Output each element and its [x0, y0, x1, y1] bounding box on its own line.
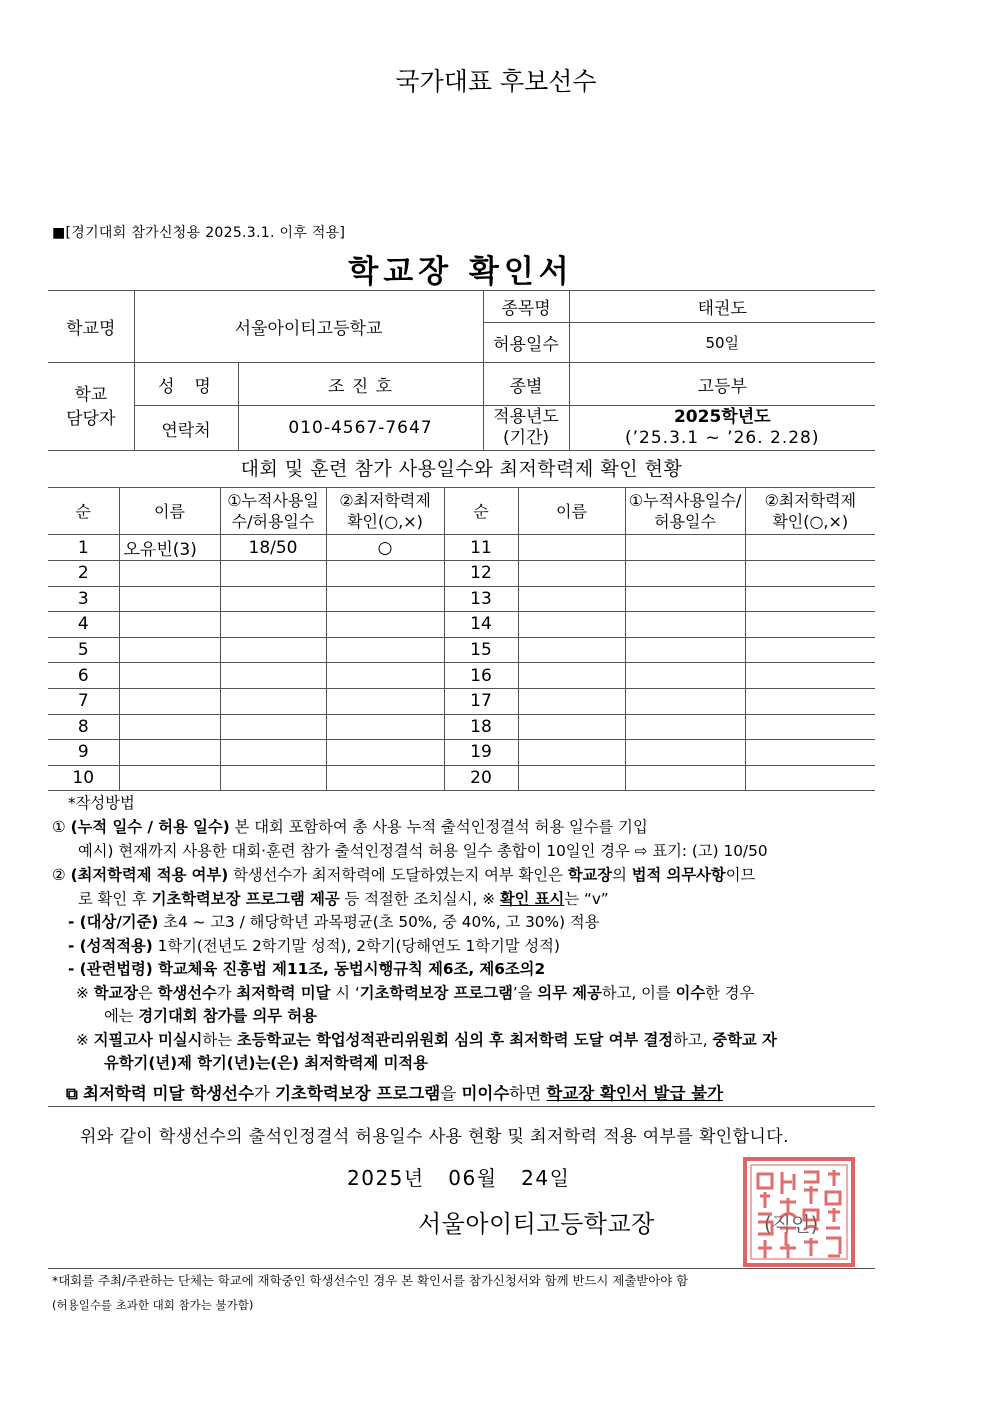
bullet-target-bold: - (대상/기준) — [68, 913, 159, 931]
remark-1-h: 한 경우 — [705, 984, 755, 1002]
row-check — [326, 637, 444, 663]
col-days-right-line1: ①누적사용일수/ — [628, 491, 742, 510]
row-no: 9 — [48, 740, 119, 766]
row-check-right — [745, 586, 875, 612]
remark-2-line2-text: 유학기(년)제 학기(년)는(은) 최저학력제 미적용 — [104, 1054, 428, 1072]
bullet-grades — [68, 935, 560, 959]
seal-label: (직인) — [764, 1212, 819, 1236]
year-value-cell — [569, 406, 875, 451]
remark-1-c: 은 — [138, 984, 158, 1002]
row-name-right — [518, 561, 625, 587]
row-days-right — [625, 586, 745, 612]
row-no-right: 13 — [444, 586, 518, 612]
row-name — [119, 663, 220, 689]
row-name-right — [518, 765, 625, 791]
arrow-box-icon: ⧉ — [66, 1084, 78, 1103]
remark-1-b4: 기초학력보장 프로그램 — [359, 984, 513, 1002]
year-label-line2: (기간) — [502, 428, 550, 448]
note-2-bold: (최저학력제 적용 여부) — [70, 866, 229, 884]
row-days — [220, 765, 326, 791]
row-days — [220, 586, 326, 612]
row-check — [326, 586, 444, 612]
remark-2-b2: 초등학교는 학업성적관리위원회 심의 후 최저학력 도달 여부 결정 — [236, 1031, 674, 1049]
remark-1-mark: ※ — [76, 984, 94, 1002]
row-check-right — [745, 663, 875, 689]
note-2-text1: 학생선수가 최저학력에 도달하였는지 여부 확인은 — [228, 866, 568, 884]
note-1-bold: (누적 일수 / 허용 일수) — [70, 818, 230, 836]
final-t3: 하면 — [509, 1084, 547, 1103]
usage-table — [48, 487, 875, 791]
note-2-line2-c: 는 “v” — [564, 890, 609, 908]
note-2-line2-underline: 확인 표시 — [499, 890, 565, 908]
school-info-table — [48, 290, 875, 451]
year-value: 2025학년도 — [673, 407, 771, 427]
note-2-mark: ② — [52, 866, 66, 884]
table-row — [48, 535, 875, 561]
row-name — [119, 688, 220, 714]
table-row — [48, 688, 875, 714]
row-days-right — [625, 714, 745, 740]
row-check-right — [745, 740, 875, 766]
note-1 — [52, 816, 648, 840]
row-name-right — [518, 637, 625, 663]
bullet-target-text: 초4 ~ 고3 / 해당학년 과목평균(초 50%, 중 40%, 고 30%) 적용 — [158, 913, 600, 931]
row-name — [119, 561, 220, 587]
col-grade-right-line1: ②최저학력제 — [764, 491, 857, 510]
row-name-right — [518, 714, 625, 740]
row-check-right — [745, 688, 875, 714]
row-name: 오유빈(3) — [119, 535, 220, 561]
row-no: 5 — [48, 637, 119, 663]
bullet-target — [68, 911, 599, 935]
confirmation-date: 2025년 06월 24일 — [347, 1166, 571, 1190]
col-days-line2: 수/허용일수 — [231, 512, 315, 531]
final-warning — [66, 1082, 723, 1106]
document-header: 국가대표 후보선수 — [395, 67, 597, 96]
row-name — [119, 714, 220, 740]
row-check — [326, 688, 444, 714]
footer-notice-2: (허용일수를 초과한 대회 참가는 불가함) — [52, 1298, 254, 1312]
remark-1-b1: 학교장 — [93, 984, 139, 1002]
row-no-right: 14 — [444, 612, 518, 638]
row-check-right — [745, 765, 875, 791]
remark-1-b3: 최저학력 미달 — [236, 984, 331, 1002]
row-no: 4 — [48, 612, 119, 638]
table-row — [48, 765, 875, 791]
year-label — [483, 406, 569, 451]
year-label-line1: 적용년도 — [493, 407, 559, 427]
allowed-days-label: 허용일수 — [483, 323, 569, 363]
table-row — [48, 663, 875, 689]
final-b3: 미이수 — [461, 1084, 510, 1103]
note-1-text: 본 대회 포함하여 총 사용 누적 출석인정결석 허용 일수를 기입 — [229, 818, 648, 836]
table-row — [48, 740, 875, 766]
school-name: 서울아이티고등학교 — [134, 291, 483, 363]
row-days — [220, 663, 326, 689]
col-days-line1: ①누적사용일 — [227, 491, 319, 510]
note-2-text3: 이므 — [725, 866, 756, 884]
row-check — [326, 612, 444, 638]
row-no: 10 — [48, 765, 119, 791]
table-row — [48, 714, 875, 740]
remark-1-f: ’을 — [512, 984, 538, 1002]
row-name-right — [518, 740, 625, 766]
note-1-mark: ① — [52, 818, 66, 836]
row-check-right — [745, 612, 875, 638]
remark-1-line2 — [104, 1005, 317, 1029]
sport-value: 태권도 — [569, 291, 875, 323]
footer-notice: *대회를 주최/주관하는 단체는 학교에 재학중인 학생선수인 경우 본 확인서를 참가신청서와 함께 반드시 제출받아야 함 — [52, 1273, 689, 1288]
col-grade-line1: ②최저학력제 — [339, 491, 431, 510]
row-days — [220, 561, 326, 587]
final-t2: 을 — [440, 1084, 462, 1103]
row-name-right — [518, 535, 625, 561]
row-check-right — [745, 714, 875, 740]
row-check — [326, 561, 444, 587]
name-label: 성 명 — [134, 363, 238, 406]
row-check-right — [745, 637, 875, 663]
row-no-right: 20 — [444, 765, 518, 791]
remark-1-e: 시 ‘ — [330, 984, 360, 1002]
note-2-line2-a: 로 확인 후 — [78, 890, 152, 908]
row-days — [220, 714, 326, 740]
row-name — [119, 586, 220, 612]
notes-title: *작성방법 — [68, 794, 135, 812]
remark-1-b5: 의무 제공 — [537, 984, 602, 1002]
bullet-grades-text: 1학기(전년도 2학기말 성적), 2학기(당해연도 1학기말 성적) — [152, 937, 560, 955]
phone-label: 연락처 — [134, 406, 238, 451]
note-2-line2-b: 등 적절한 조치실시, ※ — [339, 890, 500, 908]
footer-divider — [48, 1268, 875, 1269]
row-no-right: 16 — [444, 663, 518, 689]
note-2-bold2: 학교장 — [567, 866, 613, 884]
bullet-law — [68, 958, 545, 982]
col-days-right-line2: 허용일수 — [654, 512, 716, 531]
category-value: 고등부 — [569, 363, 875, 406]
remark-2-mark: ※ — [76, 1031, 94, 1049]
remark-2-b3: 중학교 자 — [712, 1031, 777, 1049]
row-name-right — [518, 663, 625, 689]
confirmation-statement: 위와 같이 학생선수의 출석인정결석 허용일수 사용 현황 및 최저학력 적용 여부를 확인합니다. — [80, 1127, 789, 1147]
note-2-line2-bold: 기초학력보장 프로그램 제공 — [151, 890, 340, 908]
table-row — [48, 586, 875, 612]
row-no: 3 — [48, 586, 119, 612]
note-2-line2 — [78, 888, 609, 912]
row-days: 18/50 — [220, 535, 326, 561]
remark-1-line2-b: 경기대회 참가를 의무 허용 — [138, 1007, 317, 1025]
divider — [48, 1106, 875, 1107]
row-no: 8 — [48, 714, 119, 740]
col-grade-right — [745, 488, 875, 535]
note-1-example: 예시) 현재까지 사용한 대회·훈련 참가 출석인정결석 허용 일수 총합이 10일인 경우 ⇨ 표기: (고) 10/50 — [78, 842, 768, 860]
final-b2: 기초학력보장 프로그램 — [275, 1084, 441, 1103]
remark-1-line2-a: 에는 — [104, 1007, 139, 1025]
remark-1 — [76, 982, 754, 1006]
row-no-right: 15 — [444, 637, 518, 663]
row-no-right: 19 — [444, 740, 518, 766]
row-check-right — [745, 561, 875, 587]
remark-2-b1: 지필고사 미실시 — [93, 1031, 203, 1049]
row-no-right: 17 — [444, 688, 518, 714]
col-name-right: 이름 — [518, 488, 625, 535]
row-check — [326, 765, 444, 791]
remark-2-c: 하는 — [202, 1031, 237, 1049]
remark-1-g: 하고, 이를 — [601, 984, 676, 1002]
row-name-right — [518, 612, 625, 638]
row-days-right — [625, 637, 745, 663]
note-2-bold3: 법적 의무사항 — [631, 866, 726, 884]
table-row — [48, 561, 875, 587]
remark-1-b2: 학생선수 — [157, 984, 217, 1002]
allowed-days-value: 50일 — [569, 323, 875, 363]
row-days-right — [625, 765, 745, 791]
sport-label: 종목명 — [483, 291, 569, 323]
remark-1-d: 가 — [216, 984, 237, 1002]
row-name — [119, 740, 220, 766]
contact-label-line2: 담당자 — [66, 408, 116, 429]
school-label: 학교명 — [48, 291, 134, 363]
row-name — [119, 637, 220, 663]
col-grade — [326, 488, 444, 535]
row-name-right — [518, 586, 625, 612]
row-no: 7 — [48, 688, 119, 714]
table-row — [48, 612, 875, 638]
remark-1-b6: 이수 — [675, 984, 706, 1002]
row-name-right — [518, 688, 625, 714]
row-days-right — [625, 663, 745, 689]
usage-table-heading: 대회 및 훈련 참가 사용일수와 최저학력제 확인 현황 — [240, 458, 683, 480]
col-grade-right-line2: 확인(○,×) — [772, 512, 849, 531]
row-days-right — [625, 688, 745, 714]
form-tag: ■[경기대회 참가신청용 2025.3.1. 이후 적용] — [52, 225, 346, 241]
row-days-right — [625, 740, 745, 766]
row-no-right: 18 — [444, 714, 518, 740]
col-name: 이름 — [119, 488, 220, 535]
col-days — [220, 488, 326, 535]
note-2-text2: 의 — [612, 866, 632, 884]
contact-label — [48, 363, 134, 451]
col-no: 순 — [48, 488, 119, 535]
note-2 — [52, 864, 755, 888]
remark-2-d: 하고, — [673, 1031, 713, 1049]
year-period: (’25.3.1 ~ ’26. 2.28) — [625, 428, 820, 448]
row-days-right — [625, 612, 745, 638]
row-name — [119, 612, 220, 638]
category-label: 종별 — [483, 363, 569, 406]
remark-2-line2 — [104, 1052, 428, 1076]
bullet-law-bold: - (관련법령) 학교체육 진흥법 제11조, 동법시행규칙 제6조, 제6조의2 — [68, 960, 546, 978]
row-check — [326, 714, 444, 740]
row-check: ○ — [326, 535, 444, 561]
row-days — [220, 637, 326, 663]
row-check — [326, 663, 444, 689]
contact-name: 조 진 호 — [238, 363, 483, 406]
phone-value: 010-4567-7647 — [238, 406, 483, 451]
row-name — [119, 765, 220, 791]
row-no: 2 — [48, 561, 119, 587]
row-no-right: 11 — [444, 535, 518, 561]
signer-name: 서울아이티고등학교장 — [418, 1210, 655, 1238]
school-seal-icon — [742, 1156, 856, 1268]
final-b4: 학교장 확인서 발급 불가 — [546, 1084, 724, 1103]
page-title: 학교장 확인서 — [348, 254, 574, 290]
row-days — [220, 612, 326, 638]
bullet-grades-bold: - (성적적용) — [68, 937, 153, 955]
row-no: 1 — [48, 535, 119, 561]
row-no: 6 — [48, 663, 119, 689]
row-days-right — [625, 535, 745, 561]
row-days — [220, 740, 326, 766]
col-days-right — [625, 488, 745, 535]
final-t1: 가 — [253, 1084, 276, 1103]
row-check-right — [745, 535, 875, 561]
usage-table-header — [48, 488, 875, 535]
remark-2 — [76, 1029, 777, 1053]
row-days — [220, 688, 326, 714]
table-row — [48, 637, 875, 663]
col-grade-line2: 확인(○,×) — [347, 512, 423, 531]
row-days-right — [625, 561, 745, 587]
row-check — [326, 740, 444, 766]
row-no-right: 12 — [444, 561, 518, 587]
contact-label-line1: 학교 — [74, 384, 108, 405]
col-no-right: 순 — [444, 488, 518, 535]
final-b1: 최저학력 미달 학생선수 — [83, 1084, 254, 1103]
